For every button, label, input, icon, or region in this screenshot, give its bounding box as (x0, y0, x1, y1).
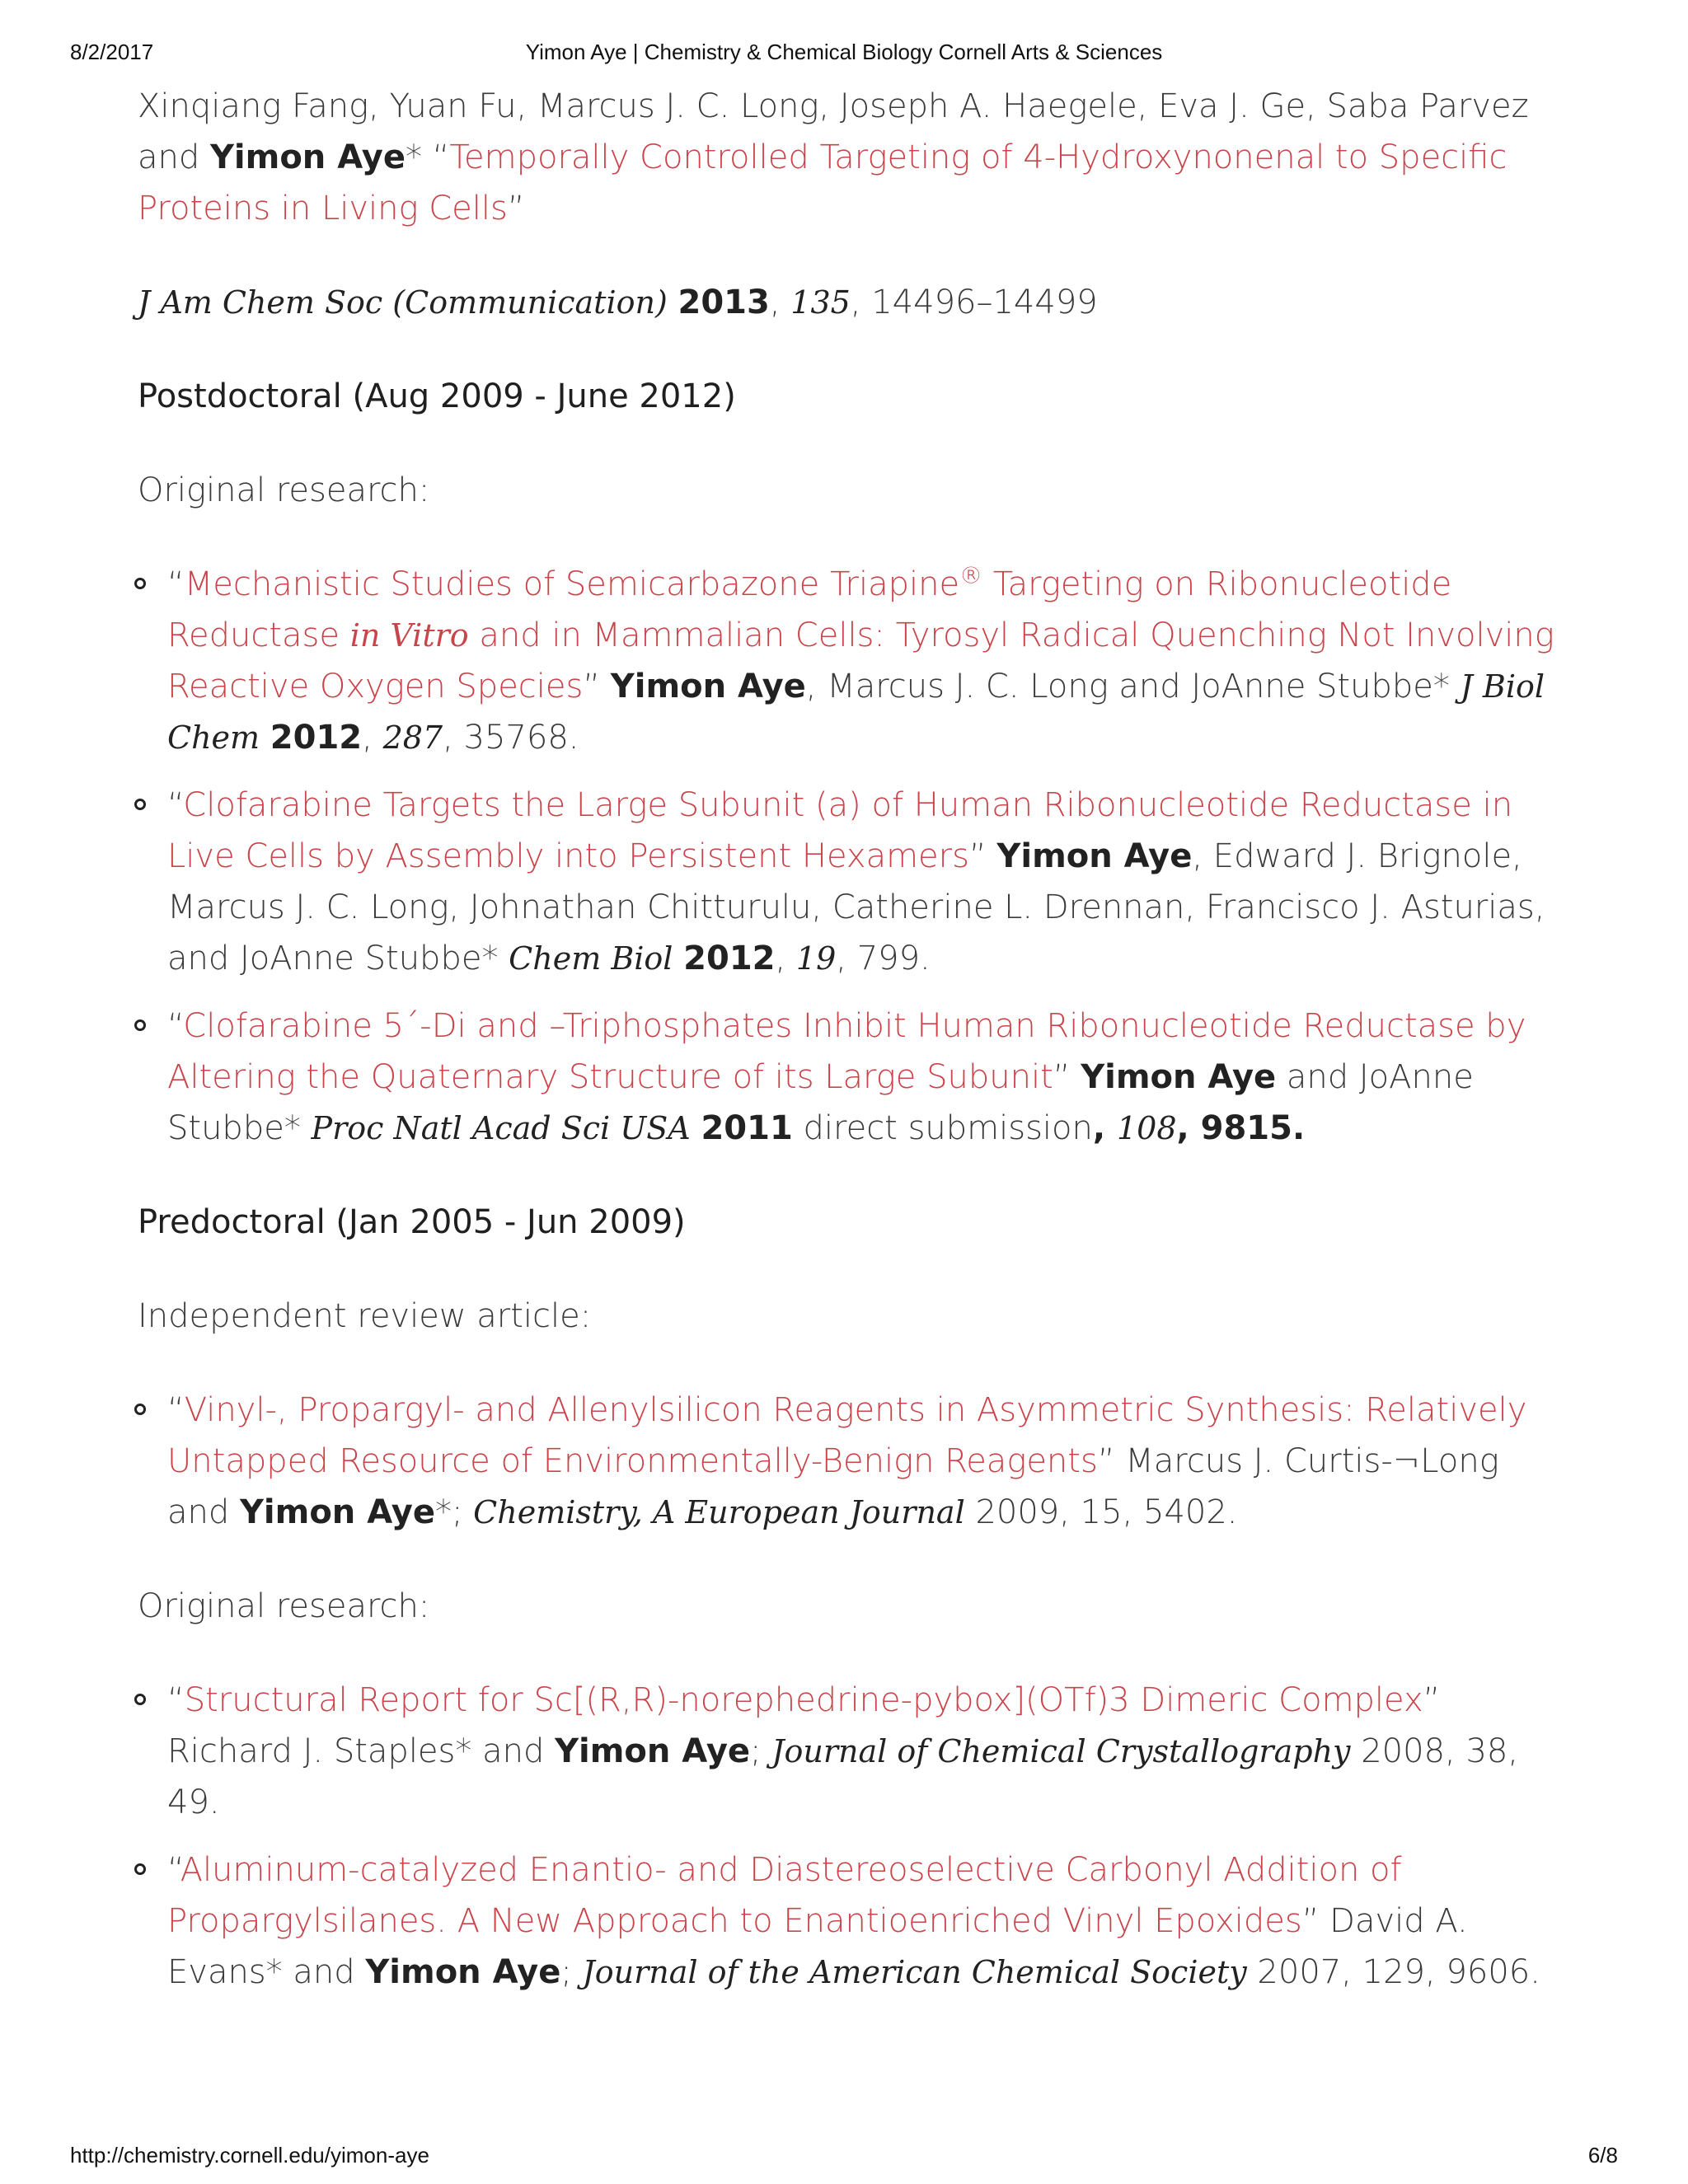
subsection-label: Original research: (138, 1587, 430, 1625)
publication-link[interactable]: Clofarabine Targets the Large Subunit (a) of Human Ribonucleotide Reductase in Live Cells by Assembly into Persistent Hexamers (167, 786, 1513, 875)
bullet-icon (134, 1694, 146, 1705)
bullet-icon (134, 1019, 146, 1031)
lead-author: Yimon Aye (1081, 1058, 1277, 1096)
publication-list (138, 81, 1555, 1998)
volume: 135 (790, 284, 851, 321)
journal-name: J Biol Chem (167, 668, 1545, 756)
publication-link[interactable]: Clofarabine 5´-Di and –Triphosphates Inhibit Human Ribonucleotide Reductase by Altering the Quaternary Structure of its Large Subunit (167, 1007, 1526, 1096)
lead-author: Yimon Aye (365, 1953, 561, 1991)
publication-link[interactable]: Vinyl-, Propargyl- and Allenylsilicon Reagents in Asymmetric Synthesis: Relatively Untapped Resource of Environmentally-Benign Reagents (167, 1391, 1527, 1480)
bullet-icon (134, 1404, 146, 1415)
list-item: “Clofarabine 5´-Di and –Triphosphates Inhibit Human Ribonucleotide Reductase by Altering the Quaternary Structure of its Large Subunit” Yimon Aye and JoAnne Stubbe* Proc Natl Acad Sci USA 2011 direct submission, 108, 9815. (167, 1001, 1555, 1154)
page-number: 6/8 (1587, 2143, 1618, 2168)
lead-author: Yimon Aye (209, 138, 406, 176)
lead-author: Yimon Aye (996, 837, 1193, 875)
publication-link[interactable]: Aluminum-catalyzed Enantio- and Diastereoselective Carbonyl Addition of Propargylsilanes. A New Approach to Enantioenriched Vinyl Epoxides (167, 1851, 1402, 1940)
bullet-icon (134, 799, 146, 810)
publication-link[interactable]: Temporally Controlled Targeting of 4-Hydroxynonenal to Specific Proteins in Living Cells (138, 138, 1507, 227)
review-publications (138, 1385, 1555, 1538)
section-heading-predoctoral: Predoctoral (Jan 2005 - Jun 2009) (138, 1203, 686, 1241)
journal-name: Chem Biol (509, 940, 673, 977)
list-item: “Mechanistic Studies of Semicarbazone Triapine® Targeting on Ribonucleotide Reductase in Vitro and in Mammalian Cells: Tyrosyl Radical Quenching Not Involving Reactive Oxygen Species” Yimon Aye, Marcus J. C. Long and JoAnne Stubbe* J Biol Chem 2012, 287, 35768. (167, 559, 1555, 763)
bullet-icon (134, 1863, 146, 1875)
print-footer (70, 2143, 1618, 2172)
section-heading-postdoctoral: Postdoctoral (Aug 2009 - June 2012) (138, 377, 736, 415)
list-item: “Vinyl-, Propargyl- and Allenylsilicon Reagents in Asymmetric Synthesis: Relatively Untapped Resource of Environmentally-Benign Reagents” Marcus J. Curtis-¬Long and Yimon Aye*; Chemistry, A European Journal 2009, 15, 5402. (167, 1385, 1555, 1538)
authors: Xinqiang Fang, Yuan Fu, Marcus J. C. Long, Joseph A. Haegele, Eva J. Ge, Saba Parvez and (138, 87, 1529, 176)
lead-author: Yimon Aye (555, 1732, 751, 1770)
journal-name: Proc Natl Acad Sci USA (311, 1110, 691, 1146)
publication-entry: Xinqiang Fang, Yuan Fu, Marcus J. C. Long, Joseph A. Haegele, Eva J. Ge, Saba Parvez and Yimon Aye* “Temporally Controlled Targeting of 4-Hydroxynonenal to Specific Proteins in Living Cells” (138, 87, 1529, 227)
bullet-icon (134, 578, 146, 589)
pages: , 14496–14499 (850, 284, 1098, 321)
subsection-label: Original research: (138, 471, 430, 509)
list-item: “Structural Report for Sc[(R,R)-norephedrine-pybox](OTf)3 Dimeric Complex” Richard J. Staples* and Yimon Aye; Journal of Chemical Crystallography 2008, 38, 49. (167, 1675, 1555, 1828)
print-header (70, 40, 1618, 69)
journal-name: Chemistry, A European Journal (473, 1494, 965, 1530)
journal-name: J Am Chem Soc (Communication) (138, 284, 668, 321)
subsection-label: Independent review article: (138, 1297, 592, 1335)
journal-name: Journal of the American Chemical Society (582, 1954, 1247, 1990)
list-item: “Aluminum-catalyzed Enantio- and Diastereoselective Carbonyl Addition of Propargylsilanes. A New Approach to Enantioenriched Vinyl Epoxides” David A. Evans* and Yimon Aye; Journal of the American Chemical Society 2007, 129, 9606. (167, 1844, 1555, 1998)
print-page-title: Yimon Aye | Chemistry & Chemical Biology Cornell Arts & Sciences (525, 40, 1163, 64)
lead-author: Yimon Aye (239, 1493, 435, 1531)
year: 2013 (678, 284, 770, 321)
publication-citation: J Am Chem Soc (Communication) 2013, 135, 14496–14499 (138, 284, 1098, 321)
publication-link[interactable]: Mechanistic Studies of Semicarbazone Triapine® Targeting on Ribonucleotide Reductase in Vitro and in Mammalian Cells: Tyrosyl Radical Quenching Not Involving Reactive Oxygen Species (167, 561, 1554, 705)
postdoc-publications (138, 559, 1555, 1154)
lead-author: Yimon Aye (610, 668, 806, 705)
print-date: 8/2/2017 (70, 40, 154, 64)
predoc-publications (138, 1675, 1555, 1998)
publication-link[interactable]: Structural Report for Sc[(R,R)-norephedrine-pybox](OTf)3 Dimeric Complex (184, 1681, 1423, 1719)
journal-name: Journal of Chemical Crystallography (771, 1733, 1351, 1769)
list-item: “Clofarabine Targets the Large Subunit (a) of Human Ribonucleotide Reductase in Live Cells by Assembly into Persistent Hexamers” Yimon Aye, Edward J. Brignole, Marcus J. C. Long, Johnathan Chitturulu, Catherine L. Drennan, Francisco J. Asturias, and JoAnne Stubbe* Chem Biol 2012, 19, 799. (167, 780, 1555, 984)
authors: * “ (405, 138, 450, 176)
page-url: http://chemistry.cornell.edu/yimon-aye (70, 2143, 429, 2168)
